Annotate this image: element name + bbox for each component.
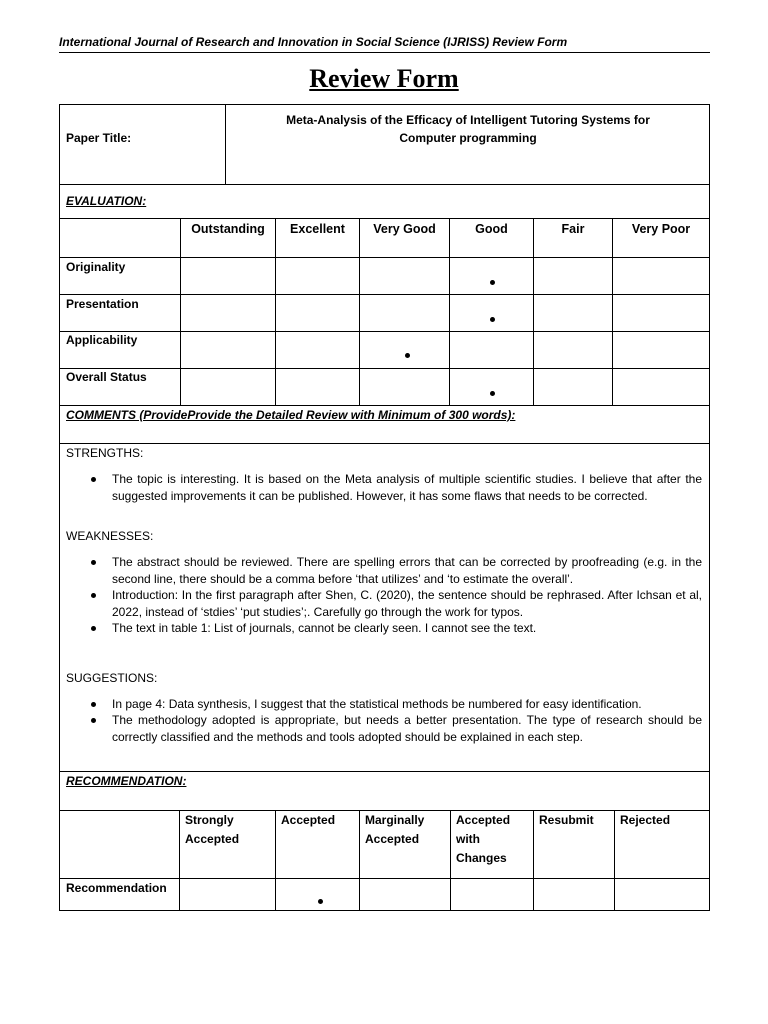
header-rule bbox=[59, 52, 710, 53]
comments-heading: COMMENTS (ProvideProvide the Detailed Review with Minimum of 300 words): bbox=[66, 408, 516, 422]
rec-col-marginally-accepted bbox=[365, 811, 424, 849]
eval-col-good: Good bbox=[475, 222, 508, 236]
rec-col-line: Changes bbox=[456, 851, 507, 865]
paper-title-line1: Meta-Analysis of the Efficacy of Intelligent Tutoring Systems for bbox=[286, 113, 650, 127]
eval-mark-applicability bbox=[405, 353, 410, 358]
recommendation-heading: RECOMMENDATION: bbox=[66, 774, 187, 788]
rec-col-line: Accepted bbox=[456, 813, 511, 827]
bullet-icon bbox=[91, 702, 96, 707]
eval-col-outstanding: Outstanding bbox=[191, 222, 265, 236]
bullet-icon bbox=[91, 626, 96, 631]
grid-line bbox=[179, 810, 180, 910]
suggestion-item: The methodology adopted is appropriate, but needs a better presentation. The type of research should be correctly classified and the methods and tools adopted should be explained in each step. bbox=[112, 713, 702, 744]
rec-col-line: Accepted bbox=[365, 832, 420, 846]
grid-line bbox=[180, 218, 181, 405]
eval-mark-presentation bbox=[490, 317, 495, 322]
grid-line bbox=[450, 810, 451, 910]
bullet-icon bbox=[91, 593, 96, 598]
row-divider bbox=[60, 368, 709, 369]
weakness-item: The text in table 1: List of journals, cannot be clearly seen. I cannot see the text. bbox=[112, 621, 537, 635]
row-divider bbox=[60, 405, 709, 406]
grid-line bbox=[275, 810, 276, 910]
grid-line bbox=[533, 810, 534, 910]
rec-col-resubmit bbox=[539, 811, 594, 830]
rec-col-line: Rejected bbox=[620, 813, 671, 827]
grid-line bbox=[359, 218, 360, 405]
rec-col-line: Resubmit bbox=[539, 813, 594, 827]
rec-col-strongly-accepted bbox=[185, 811, 239, 849]
strengths-label: STRENGTHS: bbox=[66, 446, 144, 460]
grid-line bbox=[533, 218, 534, 405]
row-divider bbox=[60, 878, 709, 879]
bullet-icon bbox=[91, 560, 96, 565]
grid-line bbox=[614, 810, 615, 910]
rec-mark-accepted bbox=[318, 899, 323, 904]
suggestion-item: In page 4: Data synthesis, I suggest that the statistical methods be numbered for easy identification. bbox=[112, 697, 642, 711]
rec-col-line: Accepted bbox=[281, 813, 336, 827]
journal-header: International Journal of Research and Innovation in Social Science (IJRISS) Review Form bbox=[59, 35, 568, 49]
row-divider bbox=[60, 771, 709, 772]
row-divider bbox=[60, 257, 709, 258]
eval-col-excellent: Excellent bbox=[290, 222, 345, 236]
eval-row-presentation: Presentation bbox=[66, 297, 139, 311]
eval-row-originality: Originality bbox=[66, 260, 126, 274]
row-divider bbox=[60, 443, 709, 444]
rec-col-accepted-with-changes bbox=[456, 811, 510, 868]
rec-row-label: Recommendation bbox=[66, 881, 167, 895]
grid-line bbox=[275, 218, 276, 405]
weakness-item: Introduction: In the first paragraph after Shen, C. (2020), the sentence should be rephrased. After Ichsan et al, 2022, instead of ‘stdies’ ‘put studies’;. Carefully go through the work for typos. bbox=[112, 588, 702, 619]
grid-line bbox=[449, 218, 450, 405]
form-title: Review Form bbox=[309, 64, 459, 93]
eval-mark-originality bbox=[490, 280, 495, 285]
grid-line bbox=[359, 810, 360, 910]
weakness-item: The abstract should be reviewed. There are spelling errors that can be corrected by proofreading (e.g. in the second line, there should be a comma before ‘that utilizes’ and ‘to estimate the overall’. bbox=[112, 555, 702, 586]
suggestions-label: SUGGESTIONS: bbox=[66, 671, 158, 685]
eval-row-overall-status: Overall Status bbox=[66, 370, 147, 384]
weaknesses-label: WEAKNESSES: bbox=[66, 529, 154, 543]
bullet-icon bbox=[91, 718, 96, 723]
evaluation-heading: EVALUATION: bbox=[66, 194, 147, 208]
row-divider bbox=[60, 331, 709, 332]
grid-line bbox=[612, 218, 613, 405]
rec-col-rejected bbox=[620, 811, 670, 830]
rec-col-line: Strongly bbox=[185, 813, 234, 827]
rec-col-line: Accepted bbox=[185, 832, 240, 846]
paper-title-label: Paper Title: bbox=[66, 131, 132, 145]
rec-col-line: with bbox=[456, 832, 480, 846]
eval-col-fair: Fair bbox=[561, 222, 585, 236]
bullet-icon bbox=[91, 477, 96, 482]
eval-row-applicability: Applicability bbox=[66, 333, 138, 347]
eval-col-very-good: Very Good bbox=[373, 222, 436, 236]
strength-item: The topic is interesting. It is based on the Meta analysis of multiple scientific studies. I believe that after the suggested improvements it can be published. However, it has some flaws that needs to be corrected. bbox=[112, 472, 702, 503]
paper-title-line2: Computer programming bbox=[399, 131, 537, 145]
eval-col-very-poor: Very Poor bbox=[631, 222, 691, 236]
rec-col-accepted bbox=[281, 811, 335, 830]
review-form-table bbox=[59, 104, 710, 911]
eval-mark-overall-status bbox=[490, 391, 495, 396]
rec-col-line: Marginally bbox=[365, 813, 425, 827]
row-divider bbox=[60, 184, 709, 185]
row-divider bbox=[60, 294, 709, 295]
